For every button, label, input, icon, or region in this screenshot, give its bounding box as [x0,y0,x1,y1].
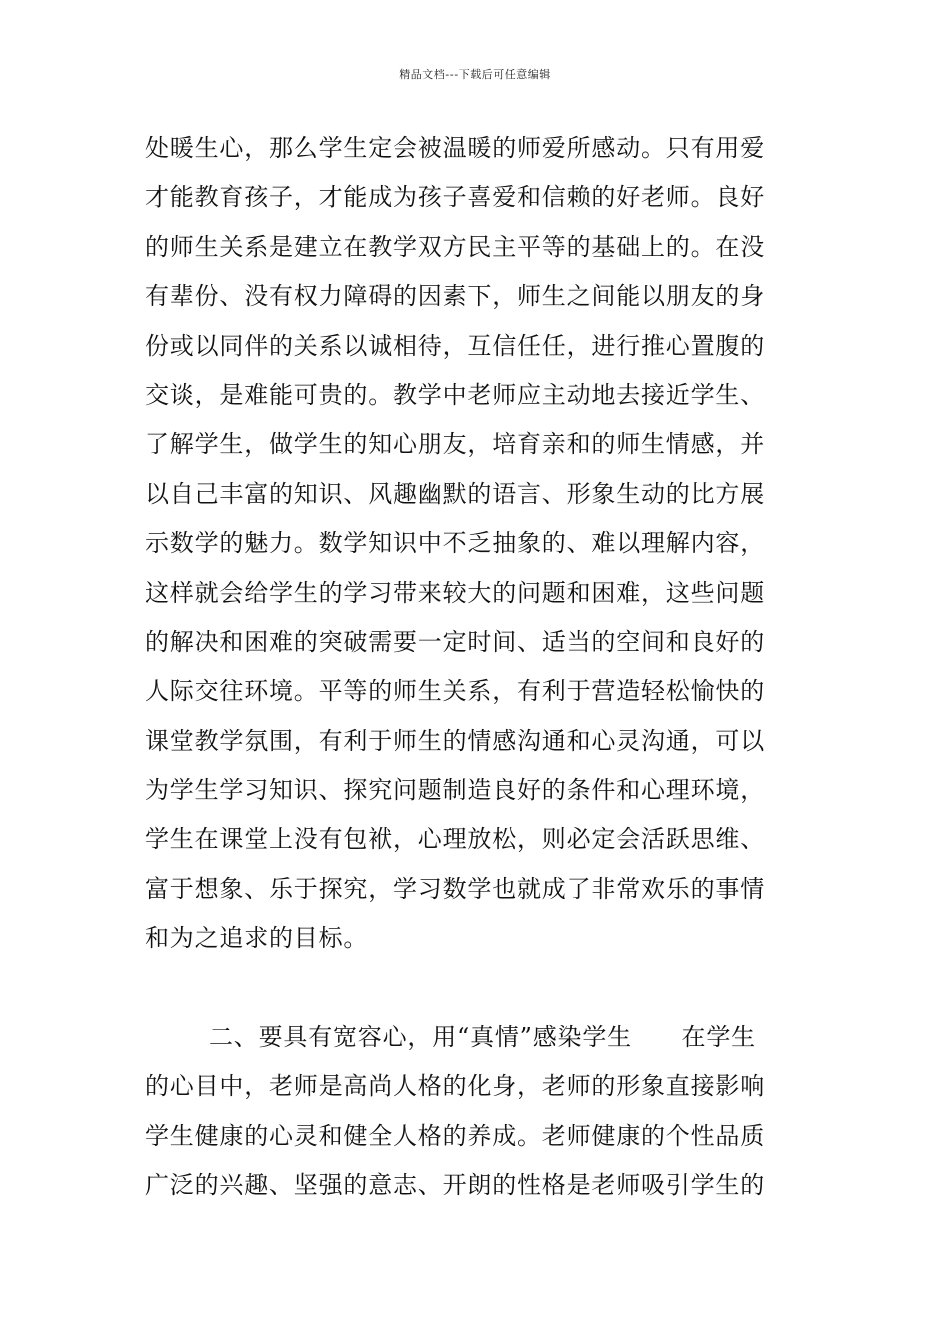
text-line: 才能教育孩子，才能成为孩子喜爱和信赖的好老师。良好 [145,183,765,212]
text-line: 示数学的魅力。数学知识中不乏抽象的、难以理解内容， [145,529,765,558]
text-line: 了解学生，做学生的知心朋友，培育亲和的师生情感，并 [145,430,765,459]
text-line: 为学生学习知识、探究问题制造良好的条件和心理环境， [145,776,765,805]
text-line: 的解决和困难的突破需要一定时间、适当的空间和良好的 [145,627,765,656]
text-line: 课堂教学氛围，有利于师生的情感沟通和心灵沟通，可以 [145,726,765,755]
text-line: 以自己丰富的知识、风趣幽默的语言、形象生动的比方展 [145,479,765,508]
text-line: 的师生关系是建立在教学双方民主平等的基础上的。在没 [145,232,765,261]
section-heading-line: 二、要具有宽容心，用“真情”感染学生 在学生 [209,1023,756,1052]
text-line: 有辈份、没有权力障碍的因素下，师生之间能以朋友的身 [145,282,765,311]
text-line: 的心目中，老师是高尚人格的化身，老师的形象直接影响 [145,1072,765,1101]
text-line: 交谈，是难能可贵的。教学中老师应主动地去接近学生、 [145,380,765,409]
text-line: 份或以同伴的关系以诚相待，互信任任，进行推心置腹的 [145,331,765,360]
paragraph-spacer [145,964,810,1013]
text-line: 学生在课堂上没有包袱，心理放松，则必定会活跃思维、 [145,825,765,854]
text-line: 处暖生心，那么学生定会被温暖的师爱所感动。只有用爱 [145,134,765,162]
text-line: 富于想象、乐于探究，学习数学也就成了非常欢乐的事情 [145,874,765,903]
text-line: 人际交往环境。平等的师生关系，有利于营造轻松愉快的 [145,677,765,706]
document-body [145,124,810,1211]
text-line: 学生健康的心灵和健全人格的养成。老师健康的个性品质 [145,1121,765,1150]
text-line: 这样就会给学生的学习带来较大的问题和困难，这些问题 [145,578,765,607]
text-line: 和为之追求的目标。 [145,924,369,953]
paragraph-1 [145,124,810,964]
text-line: 广泛的兴趣、坚强的意志、开朗的性格是老师吸引学生的 [145,1171,765,1200]
paragraph-2 [145,1013,810,1211]
page-header: 精品文档---下载后可任意编辑 [399,68,551,81]
